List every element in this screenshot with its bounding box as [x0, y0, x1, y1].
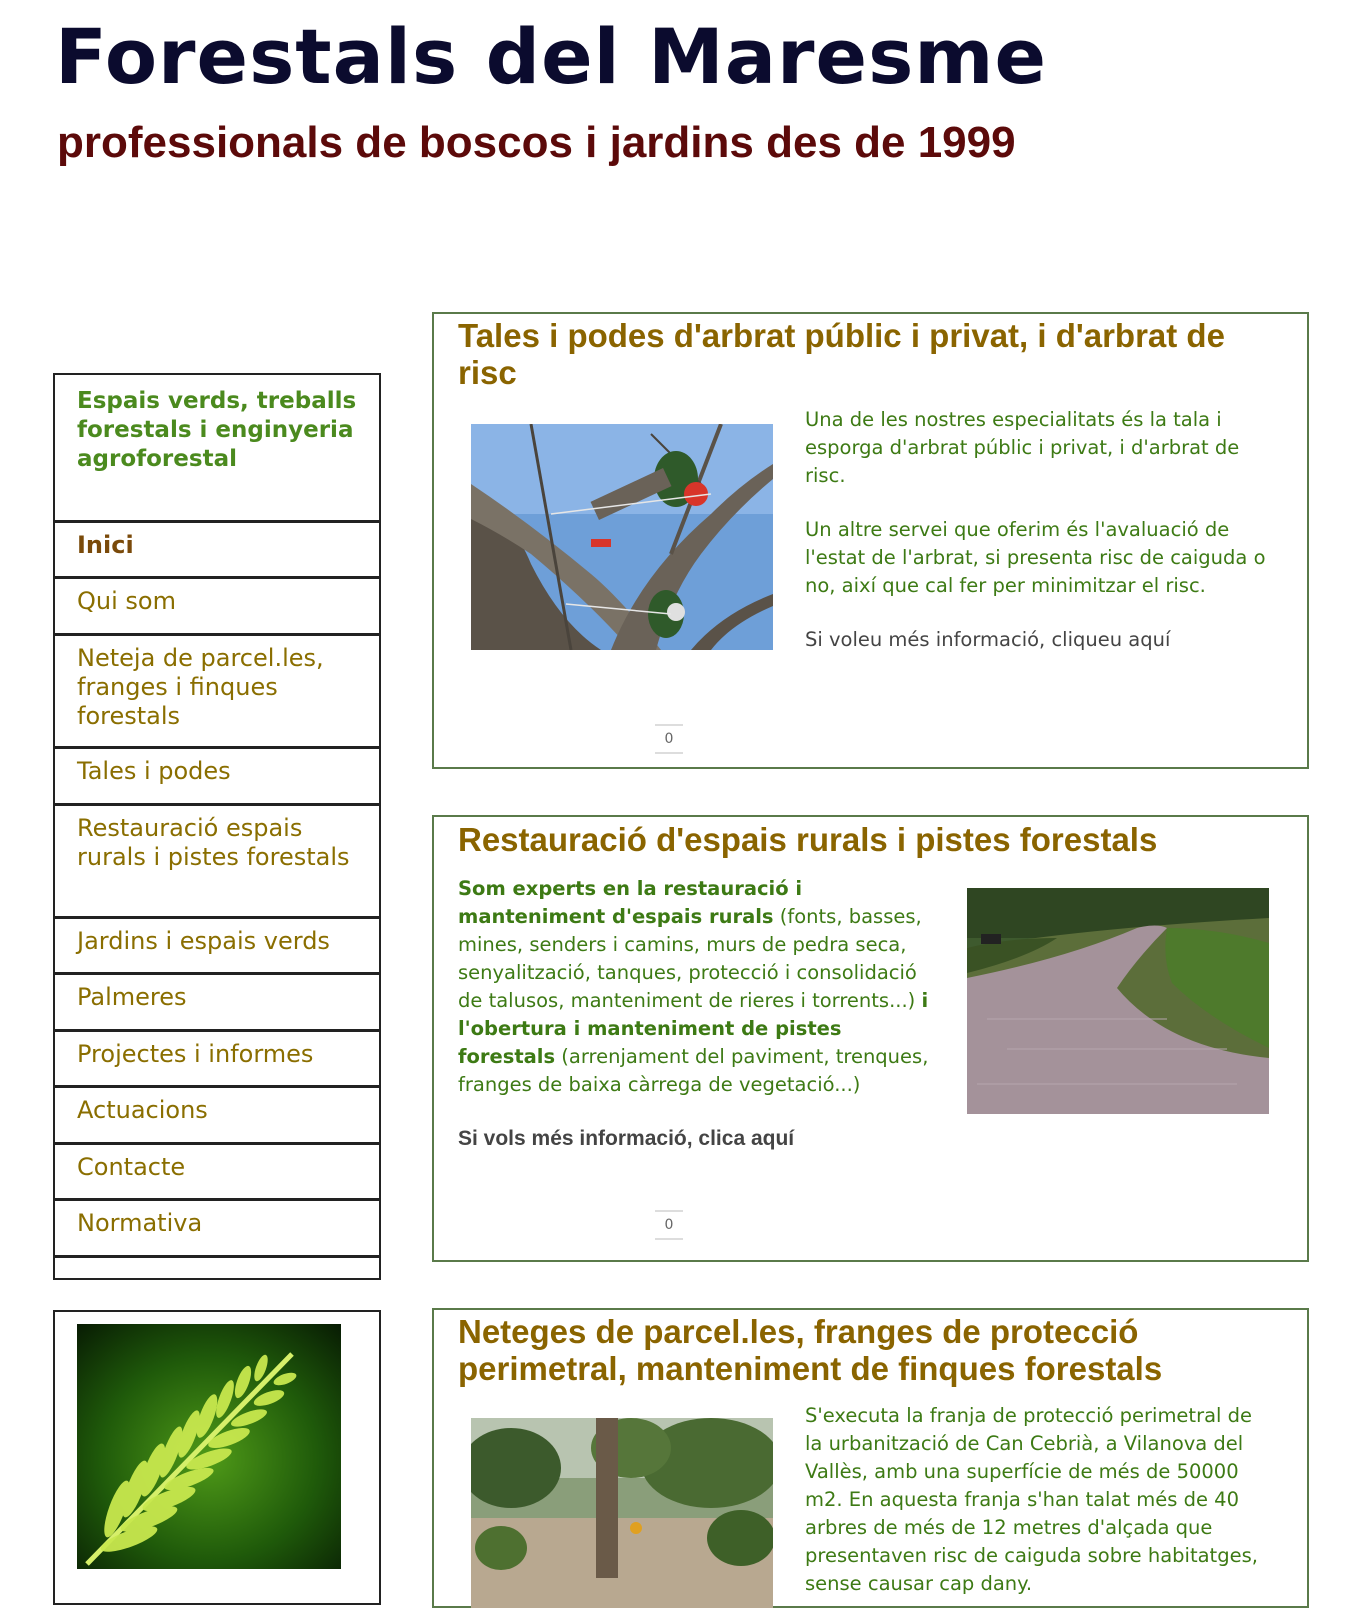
post-body [805, 1402, 1275, 1624]
tree-climbers-photo [471, 424, 773, 650]
site-title: Forestals del Maresme [55, 12, 1048, 101]
more-info-link[interactable]: Si vols més informació, clica aquí [458, 1127, 795, 1150]
comment-count[interactable]: 0 [655, 1210, 683, 1240]
site-subtitle: professionals de boscos i jardins des de 1999 [57, 118, 1016, 167]
comment-count[interactable]: 0 [655, 724, 683, 754]
firebreak-photo [471, 1418, 773, 1608]
post-body [458, 875, 938, 1179]
nav-item-restauracio[interactable]: Restauració espais rurals i pistes forestals [55, 806, 379, 919]
nav-item-jardins[interactable]: Jardins i espais verds [55, 919, 379, 975]
post-paragraph: Una de les nostres especialitats és la tala i esporga d'arbrat públic i privat, i d'arbrat de risc. [805, 408, 1240, 487]
nav-item-neteja[interactable]: Neteja de parcel.les, franges i finques forestals [55, 636, 379, 749]
post-paragraph: Un altre servei que oferim és l'avaluació de l'estat de l'arbrat, si presenta risc de caiguda o no, així que cal fer per minimitzar el risc. [805, 518, 1266, 597]
nav-item-palmeres[interactable]: Palmeres [55, 975, 379, 1032]
post-body [805, 406, 1275, 680]
sidebar-image-box [53, 1310, 381, 1605]
post-text-fragment: (fonts, basses, mines, senders i camins, murs de pedra seca, senyalització, tanques, protecció i consolidació de talusos, manteniment de rieres i torrents...) [458, 905, 922, 1012]
nav-item-contacte[interactable]: Contacte [55, 1145, 379, 1201]
post-highlight: i l'obertura i manteniment de pistes forestals [458, 989, 929, 1068]
post-title[interactable]: Restauració d'espais rurals i pistes forestals [458, 821, 1158, 858]
post-highlight: Som experts en la restauració i manteniment d'espais rurals [458, 877, 803, 928]
post-title[interactable]: Tales i podes d'arbrat públic i privat, i d'arbrat de risc [458, 317, 1225, 391]
nav-item-projectes[interactable]: Projectes i informes [55, 1032, 379, 1088]
more-info-link[interactable]: Si voleu més informació, cliqueu aquí [805, 628, 1171, 651]
post-neteges [432, 1308, 1309, 1608]
post-text-fragment: (arrenjament del paviment, trenques, franges de baixa càrrega de vegetació...) [458, 1045, 929, 1096]
nav-item-normativa[interactable]: Normativa [55, 1201, 379, 1258]
sidebar-nav [53, 373, 381, 1280]
sidebar-header: Espais verds, treballs forestals i enginyeria agroforestal [55, 375, 379, 523]
nav-item-actuacions[interactable]: Actuacions [55, 1088, 379, 1145]
post-restauracio [432, 815, 1309, 1262]
post-paragraph: S'executa la franja de protecció perimetral de la urbanització de Can Cebrià, a Vilanova del Vallès, amb una superfície de més de 50000 m2. En aquesta franja s'han talat més de 40 arbres de més de 12 metres d'alçada que presentaven risc de caiguda sobre habitatges, sense causar cap dany. [805, 1404, 1258, 1595]
forest-track-photo [967, 888, 1269, 1114]
nav-item-inici[interactable]: Inici [55, 523, 379, 579]
post-tales [432, 312, 1309, 769]
fern-image [77, 1324, 341, 1569]
nav-item-qui-som[interactable]: Qui som [55, 579, 379, 636]
nav-item-tales[interactable]: Tales i podes [55, 749, 379, 806]
post-title[interactable]: Neteges de parcel.les, franges de protecció perimetral, manteniment de finques forestals [458, 1313, 1163, 1387]
